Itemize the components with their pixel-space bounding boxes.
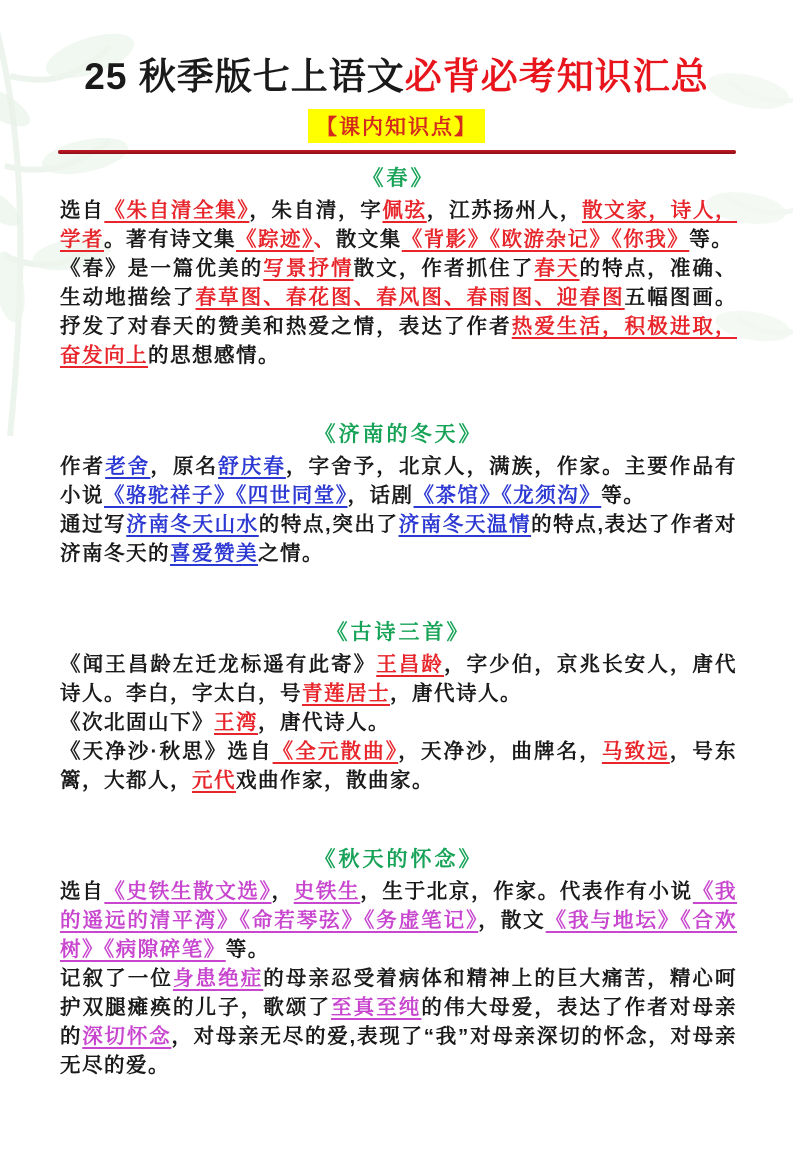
text-run: 通过写 (60, 513, 127, 536)
text-run: 之情。 (258, 542, 324, 565)
highlight-run: 、 (313, 228, 336, 251)
highlight-run: 春草图、春花图、春风图、春雨图、迎春图 (195, 286, 625, 309)
text-run: ，散文 (478, 909, 546, 932)
highlight-run: 《史铁生散文选》 (104, 880, 272, 903)
section-3 (60, 843, 737, 1080)
highlight-run: 散文家，诗人，学者 (60, 199, 738, 251)
section-heading: 《秋天的怀念》 (314, 848, 483, 871)
highlight-run: 《我的遥远的清平湾》《命若琴弦》《务虚笔记》 (60, 880, 738, 932)
text-run: 选自 (60, 199, 105, 222)
text-run: ，朱自清，字 (249, 199, 383, 222)
highlight-run: 《我与地坛》《合欢树》《病隙碎笔》 (60, 909, 738, 961)
text-run: 《次北固山下》 (60, 711, 214, 734)
highlight-run: 春天 (534, 257, 580, 280)
text-run: ，字舍予，北京人，满族，作家。主要作品有小说 (60, 455, 738, 507)
section-heading: 《春》 (362, 167, 435, 190)
subtitle-badge: 【课内知识点】 (308, 109, 485, 143)
highlight-run: 青莲居士 (302, 682, 390, 705)
highlight-run: 热爱生活，积极进取，奋发向上 (60, 315, 738, 367)
paragraph (60, 650, 737, 708)
subtitle-row (0, 109, 793, 143)
highlight-run: 《全元散曲》 (272, 740, 399, 763)
text-run: 戏曲作家，散曲家。 (236, 769, 434, 792)
highlight-run: 马致远 (601, 740, 670, 763)
title-prefix: 25 秋季版七上语文 (84, 56, 405, 97)
text-run: ，唐代诗人。 (258, 711, 390, 734)
highlight-run: 《骆驼祥子》《四世同堂》 (104, 484, 348, 507)
text-run: 。著有诗文集 (104, 228, 236, 251)
document-header (0, 46, 793, 154)
text-run: ，生于北京，作家。代表作有小说 (360, 880, 693, 903)
highlight-run: 至真至纯 (331, 996, 422, 1019)
text-run: 《闻王昌龄左迁龙标遥有此寄》 (60, 653, 377, 676)
highlight-run: 写景抒情 (263, 257, 354, 280)
text-run: ，原名 (150, 455, 219, 478)
text-run: 《天净沙·秋思》选自 (60, 740, 273, 763)
highlight-run: 老舍 (105, 455, 151, 478)
highlight-run: 济南冬天山水 (126, 513, 259, 536)
highlight-run: 王昌龄 (376, 653, 444, 676)
sections-container (0, 154, 793, 1080)
text-run: 等。 (225, 938, 270, 961)
paragraph (60, 254, 737, 370)
text-run: ，号东篱，大都人， (60, 740, 738, 792)
highlight-run: 深切怀念 (82, 1025, 172, 1048)
text-run: 作者 (60, 455, 106, 478)
text-run: 选自 (60, 880, 105, 903)
text-run: ， (271, 880, 294, 903)
text-run: 散文集 (335, 228, 402, 251)
text-run: ，对母亲无尽的爱,表现了“我”对母亲深切的怀念，对母亲无尽的爱。 (60, 1025, 738, 1077)
section-heading: 《济南的冬天》 (314, 423, 483, 446)
paragraph (60, 964, 737, 1080)
text-run: 《春》是一篇优美的 (60, 257, 264, 280)
paragraph (60, 452, 737, 510)
text-run: 的母亲忍受着病体和精神上的巨大痛苦，精心呵护双腿瘫痪的儿子，歌颂了 (60, 967, 738, 1019)
text-run: 五幅图画。抒发了对春天的赞美和热爱之情，表达了作者 (60, 286, 738, 338)
text-run: 的伟大母爱，表达了作者对母亲的 (60, 996, 738, 1048)
section-1 (60, 418, 737, 568)
highlight-run: 《朱自清全集》 (104, 199, 250, 222)
text-run: ，天净沙，曲牌名， (398, 740, 602, 763)
text-run: 散文，作者抓住了 (353, 257, 535, 280)
section-heading: 《古诗三首》 (326, 621, 471, 644)
text-run: ，字少伯，京兆长安人，唐代诗人。李白，字太白，号 (60, 653, 738, 705)
text-run: ，唐代诗人。 (390, 682, 522, 705)
paragraph (60, 510, 737, 568)
paragraph (60, 737, 737, 795)
highlight-run: 史铁生 (293, 880, 361, 903)
highlight-run: 《踪迹》 (236, 228, 314, 251)
document-page (0, 46, 793, 1168)
highlight-run: 喜爱赞美 (170, 542, 258, 565)
section-2 (60, 616, 737, 795)
highlight-run: 济南冬天温情 (398, 513, 532, 536)
highlight-run: 《茶馆》《龙须沟》 (413, 484, 602, 507)
highlight-run: 身患绝症 (172, 967, 264, 990)
text-run: ，江苏扬州人， (426, 199, 582, 222)
text-run: 等。 (689, 228, 734, 251)
highlight-run: 王湾 (214, 711, 258, 734)
text-run: 的思想感情。 (148, 344, 280, 367)
highlight-run: 元代 (192, 769, 236, 792)
text-run: 记叙了一位 (60, 967, 173, 990)
paragraph (60, 196, 737, 254)
highlight-run: 舒庆春 (218, 455, 286, 478)
text-run: ，话剧 (347, 484, 414, 507)
text-run: 的特点,表达了作者对济南冬天的 (60, 513, 738, 565)
highlight-run: 佩弦 (382, 199, 427, 222)
paragraph (60, 708, 737, 737)
section-0 (60, 162, 737, 370)
text-run: 的特点,突出了 (258, 513, 399, 536)
paragraph (60, 877, 737, 964)
page-title (0, 46, 793, 100)
title-highlight: 必背必考知识汇总 (404, 56, 709, 97)
text-run: 的特点，准确、生动地描绘了 (60, 257, 738, 309)
text-run: 等。 (601, 484, 646, 507)
highlight-run: 《背影》《欧游杂记》《你我》 (401, 228, 690, 251)
